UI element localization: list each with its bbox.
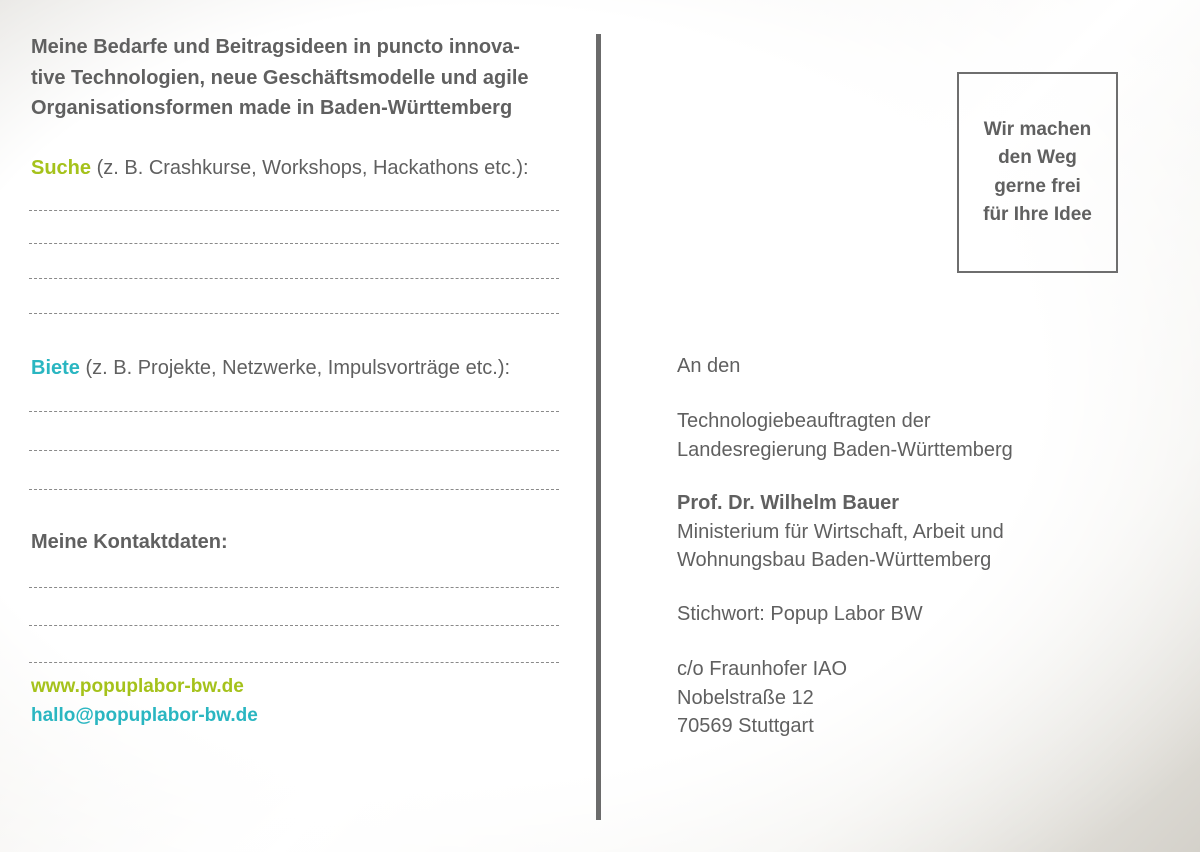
suche-write-line[interactable] — [29, 313, 559, 314]
address-salutation: An den — [677, 355, 741, 377]
heading-line: Meine Bedarfe und Beitragsideen in puncto innova- — [31, 36, 520, 58]
ministry-line: Ministerium für Wirtschaft, Arbeit und — [677, 520, 1004, 543]
recipient-line: Technologiebeauftragten der — [677, 410, 931, 432]
suche-write-line[interactable] — [29, 210, 559, 211]
stamp-line: gerne frei — [994, 175, 1081, 197]
co-line: c/o Fraunhofer IAO — [677, 658, 848, 680]
biete-hint: (z. B. Projekte, Netzwerke, Impulsvorträge etc.): — [79, 357, 511, 379]
contact-write-line[interactable] — [29, 587, 559, 588]
biete-label — [31, 357, 510, 380]
form-heading — [31, 32, 591, 124]
stamp-text — [963, 116, 1113, 230]
suche-label — [31, 157, 529, 180]
center-divider — [596, 34, 601, 820]
contact-title: Meine Kontaktdaten: — [31, 531, 228, 553]
suche-keyword: Suche — [31, 157, 92, 179]
city-line: 70569 Stuttgart — [677, 715, 814, 737]
biete-write-line[interactable] — [29, 450, 559, 451]
street-line: Nobelstraße 12 — [677, 686, 814, 709]
contact-write-line[interactable] — [29, 625, 559, 626]
suche-write-line[interactable] — [29, 243, 559, 244]
contact-write-line[interactable] — [29, 662, 559, 663]
biete-write-line[interactable] — [29, 489, 559, 490]
recipient-line: Landesregierung Baden-Württemberg — [677, 438, 1013, 461]
website-link[interactable]: www.popuplabor-bw.de — [31, 676, 244, 697]
stamp-line: Wir machen — [983, 118, 1092, 140]
ministry-line: Wohnungsbau Baden-Württemberg — [677, 549, 992, 571]
stamp-line: für Ihre Idee — [983, 204, 1092, 225]
email-link[interactable]: hallo@popuplabor-bw.de — [31, 705, 258, 726]
biete-keyword: Biete — [31, 357, 80, 379]
address-person — [677, 489, 1004, 575]
address-recipient — [677, 407, 1013, 464]
stamp-line: den Weg — [998, 147, 1077, 168]
suche-write-line[interactable] — [29, 278, 559, 279]
address-street-block — [677, 655, 847, 741]
heading-line: tive Technologien, neue Geschäftsmodelle und agile — [31, 66, 529, 89]
address-keyword: Stichwort: Popup Labor BW — [677, 603, 923, 625]
recipient-name: Prof. Dr. Wilhelm Bauer — [677, 492, 900, 514]
stamp-box — [957, 72, 1118, 273]
suche-hint: (z. B. Crashkurse, Workshops, Hackathons etc.): — [91, 157, 529, 179]
biete-write-line[interactable] — [29, 411, 559, 412]
heading-line: Organisationsformen made in Baden-Württemberg — [31, 97, 513, 119]
